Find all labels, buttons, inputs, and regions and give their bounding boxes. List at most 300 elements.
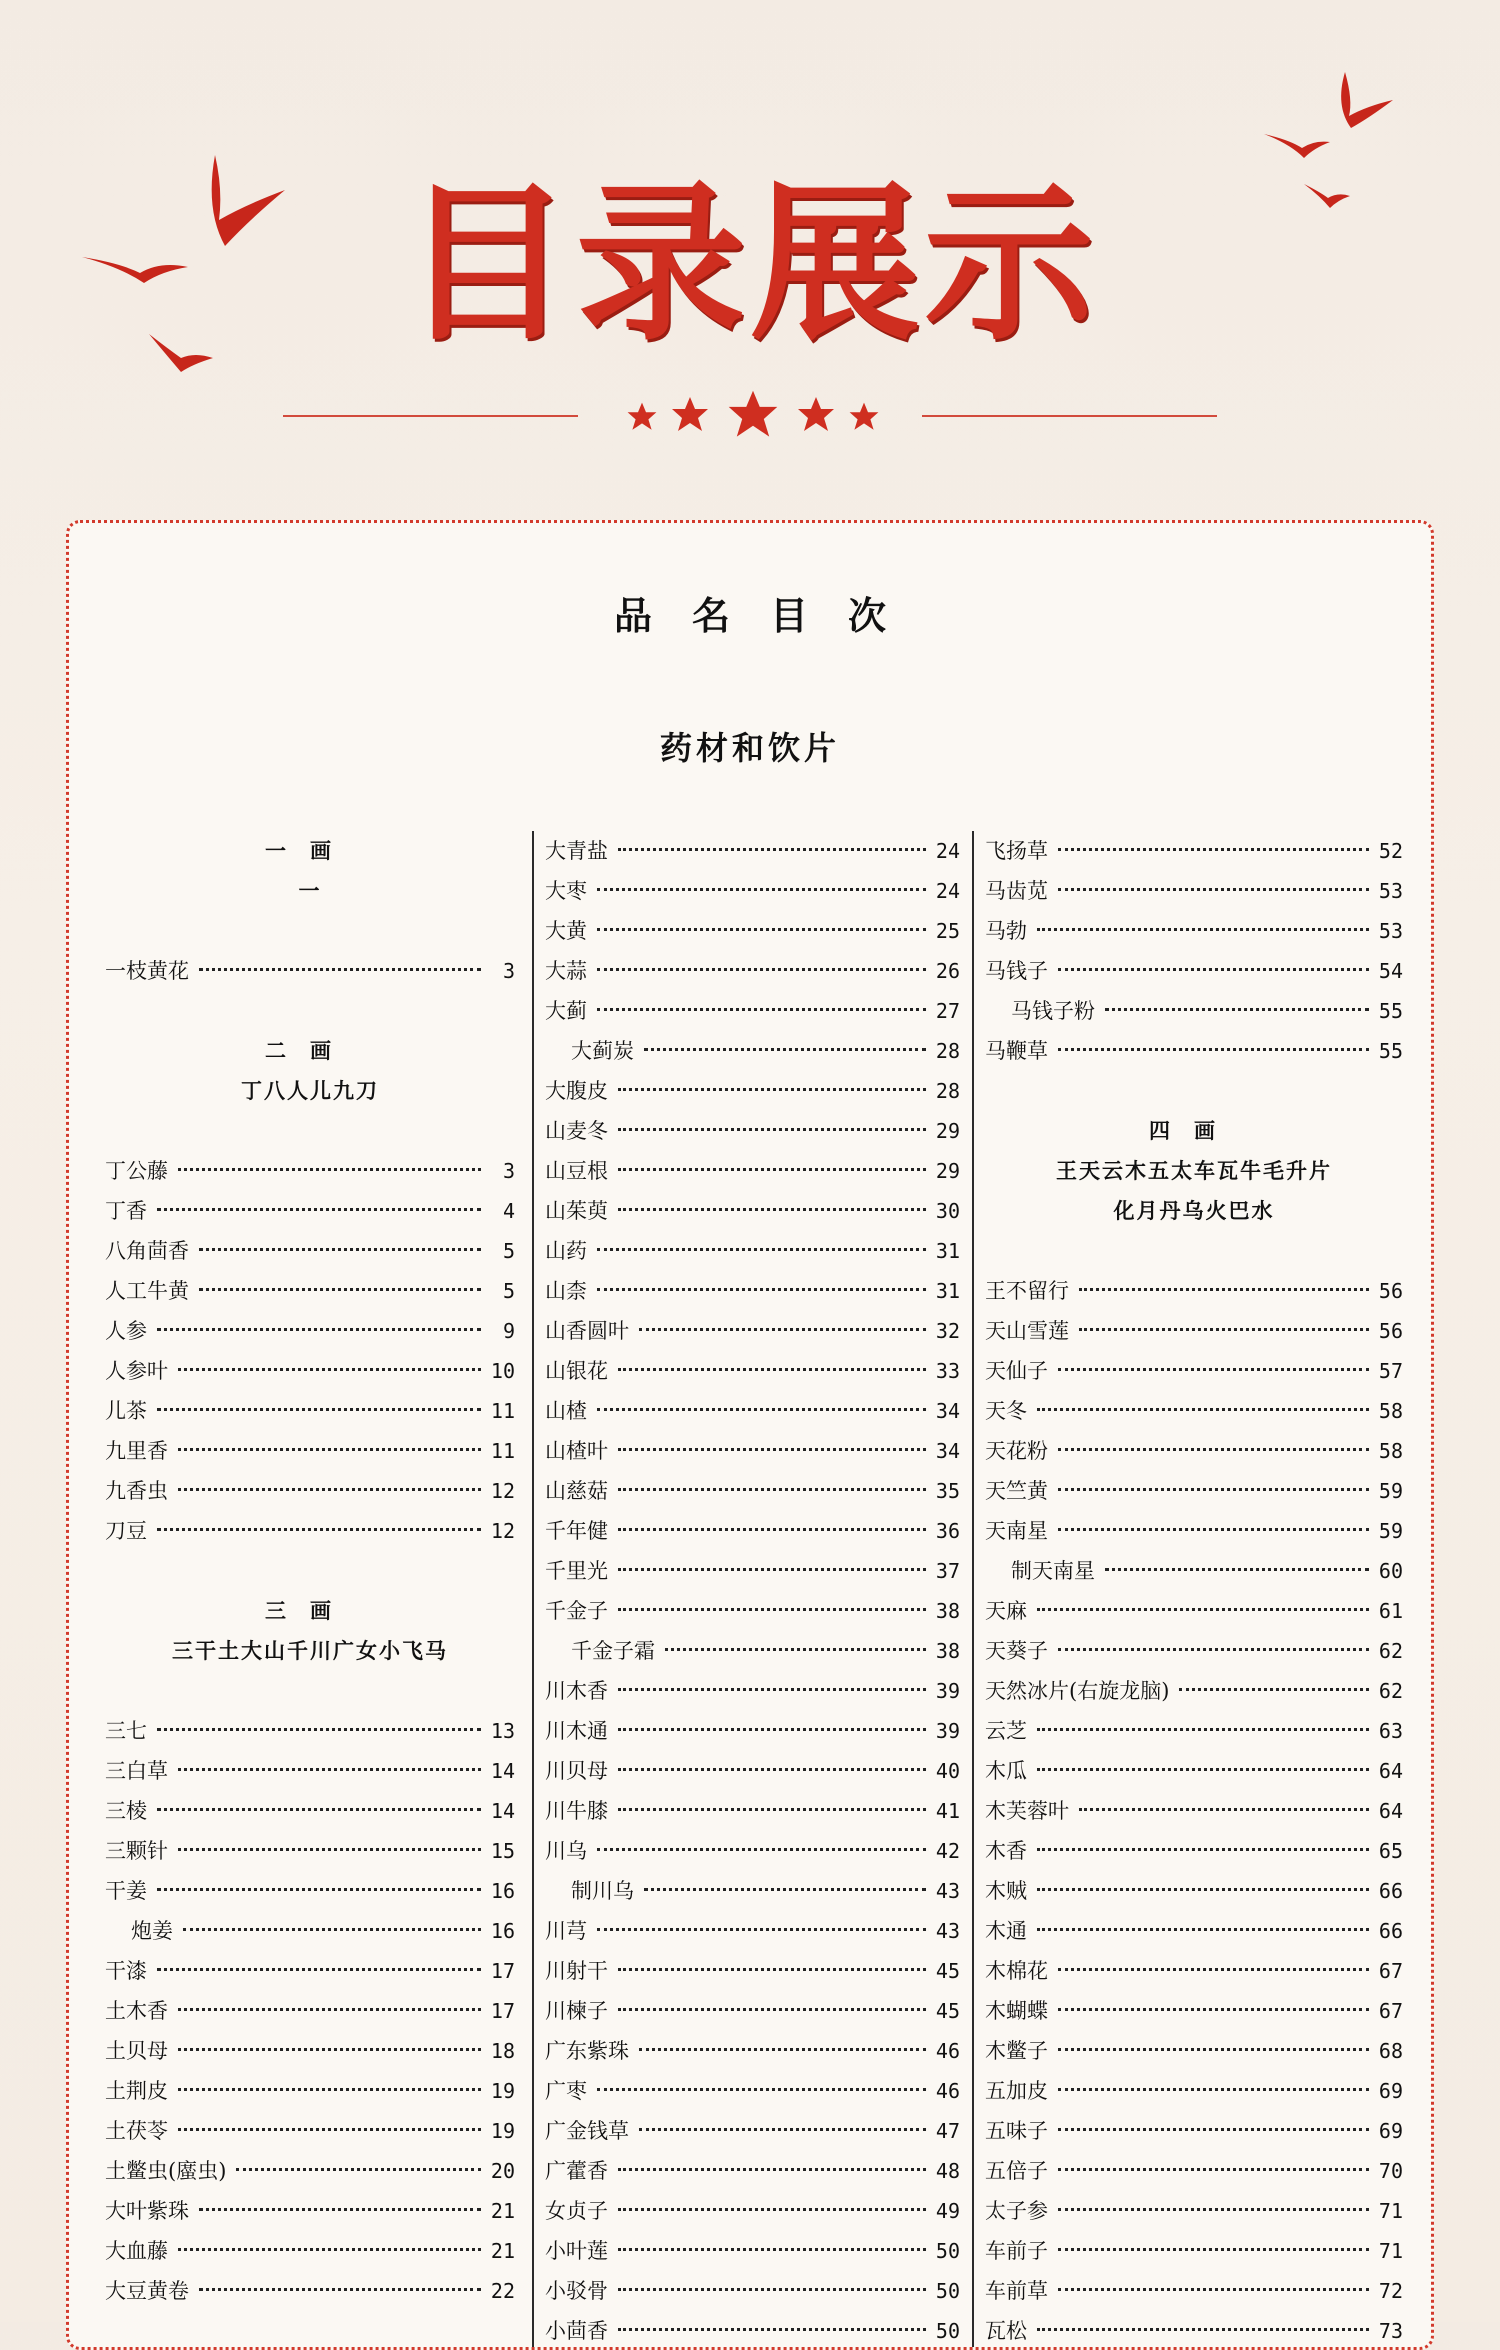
entry-page-number: 34 <box>935 1399 960 1423</box>
section-characters: 三干土大山千川广女小飞马 <box>172 1638 448 1663</box>
entry-name: 川牛膝 <box>545 1799 608 1823</box>
toc-entry[interactable] <box>105 1151 515 1191</box>
dot-leader <box>1058 2168 1369 2171</box>
entry-page-number: 4 <box>502 1199 515 1223</box>
dot-leader <box>1037 1848 1369 1851</box>
toc-entry[interactable] <box>105 1871 515 1911</box>
entry-name: 太子参 <box>985 2199 1048 2223</box>
toc-entry[interactable] <box>545 1591 960 1631</box>
toc-entry[interactable] <box>545 1511 960 1551</box>
section-heading: 四画 <box>1149 1118 1239 1143</box>
entry-page-number: 49 <box>935 2199 960 2223</box>
toc-entry[interactable] <box>545 1831 960 1871</box>
entry-name: 广东紫珠 <box>545 2039 629 2063</box>
entry-name: 山豆根 <box>545 1159 608 1183</box>
section-heading: 一画 <box>265 838 355 863</box>
dot-leader <box>1037 1888 1369 1891</box>
entry-name: 人参叶 <box>105 1359 168 1383</box>
entry-page-number: 50 <box>935 2319 960 2343</box>
entry-name: 丁香 <box>105 1199 147 1223</box>
toc-entry[interactable] <box>105 2111 515 2151</box>
entry-name: 五加皮 <box>985 2079 1048 2103</box>
entry-name: 千金子霜 <box>571 1639 655 1663</box>
entry-page-number: 29 <box>935 1119 960 1143</box>
entry-name: 大蓟炭 <box>571 1039 634 1063</box>
entry-page-number: 39 <box>935 1719 960 1743</box>
dot-leader <box>618 2328 926 2331</box>
column-divider <box>532 831 534 2347</box>
entry-page-number: 21 <box>490 2199 515 2223</box>
entry-page-number: 53 <box>1378 919 1403 943</box>
toc-entry[interactable] <box>105 1431 515 1471</box>
dot-leader <box>1037 928 1369 931</box>
toc-entry[interactable] <box>985 1471 1403 1511</box>
toc-entry[interactable] <box>985 2111 1403 2151</box>
toc-entry[interactable] <box>985 2071 1403 2111</box>
entry-page-number: 50 <box>935 2239 960 2263</box>
entry-name: 土茯苓 <box>105 2119 168 2143</box>
entry-page-number: 58 <box>1378 1399 1403 1423</box>
entry-page-number: 37 <box>935 1559 960 1583</box>
entry-page-number: 18 <box>490 2039 515 2063</box>
dot-leader <box>236 2168 481 2171</box>
entry-page-number: 15 <box>490 1839 515 1863</box>
toc-entry[interactable] <box>985 1431 1403 1471</box>
toc-entry[interactable] <box>985 911 1403 951</box>
entry-name: 人工牛黄 <box>105 1279 189 1303</box>
entry-name: 天花粉 <box>985 1439 1048 1463</box>
dot-leader <box>618 1368 926 1371</box>
toc-entry[interactable] <box>545 2071 960 2111</box>
toc-entry[interactable] <box>105 1911 515 1951</box>
toc-entry[interactable] <box>985 1871 1403 1911</box>
entry-name: 大枣 <box>545 879 587 903</box>
entry-name: 土鳖虫(䗪虫) <box>105 2159 227 2183</box>
page-title: 目录展示 <box>401 166 1098 364</box>
toc-entry[interactable] <box>545 991 960 1031</box>
toc-entry[interactable] <box>545 1031 960 1071</box>
toc-entry[interactable] <box>105 2071 515 2111</box>
dot-leader <box>618 1808 926 1811</box>
entry-page-number: 3 <box>502 1159 515 1183</box>
entry-name: 天竺黄 <box>985 1479 1048 1503</box>
entry-page-number: 38 <box>935 1639 960 1663</box>
dot-leader <box>1037 1408 1369 1411</box>
entry-page-number: 22 <box>490 2279 515 2303</box>
entry-page-number: 30 <box>935 1199 960 1223</box>
entry-page-number: 55 <box>1378 999 1403 1023</box>
toc-entry[interactable] <box>545 1551 960 1591</box>
toc-entry[interactable] <box>985 2151 1403 2191</box>
toc-heading: 品名目次 <box>613 593 926 638</box>
dot-leader <box>618 1088 926 1091</box>
dot-leader <box>178 2088 481 2091</box>
entry-page-number: 67 <box>1378 1959 1403 1983</box>
toc-entry[interactable] <box>105 1231 515 1271</box>
dot-leader <box>618 1768 926 1771</box>
entry-name: 土木香 <box>105 1999 168 2023</box>
dot-leader <box>597 1848 926 1851</box>
dot-leader <box>199 968 481 971</box>
dot-leader <box>157 1808 481 1811</box>
entry-name: 川贝母 <box>545 1759 608 1783</box>
dot-leader <box>618 1208 926 1211</box>
entry-name: 九香虫 <box>105 1479 168 1503</box>
toc-entry[interactable] <box>985 831 1403 871</box>
toc-entry[interactable] <box>545 1191 960 1231</box>
toc-entry[interactable] <box>105 1791 515 1831</box>
dot-leader <box>157 1528 481 1531</box>
divider-left <box>283 415 578 417</box>
toc-entry[interactable] <box>985 2231 1403 2271</box>
entry-page-number: 3 <box>502 959 515 983</box>
entry-name: 山茱萸 <box>545 1199 608 1223</box>
dot-leader <box>597 968 926 971</box>
entry-page-number: 16 <box>490 1879 515 1903</box>
entry-name: 马钱子粉 <box>1011 999 1095 1023</box>
entry-name: 土荆皮 <box>105 2079 168 2103</box>
entry-page-number: 69 <box>1378 2079 1403 2103</box>
entry-page-number: 32 <box>935 1319 960 1343</box>
entry-page-number: 45 <box>935 1999 960 2023</box>
toc-entry[interactable] <box>105 1991 515 2031</box>
entry-page-number: 27 <box>935 999 960 1023</box>
entry-name: 山慈菇 <box>545 1479 608 1503</box>
dot-leader <box>618 2288 926 2291</box>
entry-page-number: 67 <box>1378 1999 1403 2023</box>
toc-entry[interactable] <box>545 2031 960 2071</box>
toc-entry[interactable] <box>105 1831 515 1871</box>
toc-entry[interactable] <box>985 1991 1403 2031</box>
dot-leader <box>1079 1288 1369 1291</box>
entry-name: 广枣 <box>545 2079 587 2103</box>
toc-entry[interactable] <box>545 831 960 871</box>
dot-leader <box>1037 2328 1369 2331</box>
dot-leader <box>178 1488 481 1491</box>
toc-entry[interactable] <box>545 1111 960 1151</box>
entry-name: 马钱子 <box>985 959 1048 983</box>
dot-leader <box>178 1768 481 1771</box>
entry-name: 川楝子 <box>545 1999 608 2023</box>
toc-entry[interactable] <box>985 2191 1403 2231</box>
toc-entry[interactable] <box>985 1671 1403 1711</box>
dot-leader <box>1058 2208 1369 2211</box>
entry-page-number: 34 <box>935 1439 960 1463</box>
entry-name: 三七 <box>105 1719 147 1743</box>
section-characters: 丁八人儿九刀 <box>241 1078 379 1103</box>
toc-entry[interactable] <box>545 1671 960 1711</box>
entry-name: 马勃 <box>985 919 1027 943</box>
entry-name: 木贼 <box>985 1879 1027 1903</box>
entry-page-number: 64 <box>1378 1799 1403 1823</box>
toc-entry[interactable] <box>105 1951 515 1991</box>
entry-page-number: 46 <box>935 2079 960 2103</box>
entry-name: 木芙蓉叶 <box>985 1799 1069 1823</box>
toc-entry[interactable] <box>985 1911 1403 1951</box>
dot-leader <box>618 2208 926 2211</box>
entry-name: 木瓜 <box>985 1759 1027 1783</box>
toc-entry[interactable] <box>105 1271 515 1311</box>
toc-entry[interactable] <box>105 2151 515 2191</box>
toc-entry[interactable] <box>985 1351 1403 1391</box>
toc-entry[interactable] <box>985 1511 1403 1551</box>
toc-entry[interactable] <box>545 1311 960 1351</box>
entry-page-number: 17 <box>490 1999 515 2023</box>
entry-name: 川木通 <box>545 1719 608 1743</box>
entry-page-number: 24 <box>935 839 960 863</box>
entry-page-number: 38 <box>935 1599 960 1623</box>
toc-entry[interactable] <box>105 2031 515 2071</box>
divider-right <box>922 415 1217 417</box>
entry-name: 丁公藤 <box>105 1159 168 1183</box>
dot-leader <box>1079 1328 1369 1331</box>
section-characters: 化月丹乌火巴水 <box>1113 1198 1275 1223</box>
toc-entry[interactable] <box>985 1391 1403 1431</box>
entry-name: 千金子 <box>545 1599 608 1623</box>
entry-name: 三白草 <box>105 1759 168 1783</box>
entry-name: 川芎 <box>545 1919 587 1943</box>
dot-leader <box>1058 2248 1369 2251</box>
entry-page-number: 46 <box>935 2039 960 2063</box>
toc-entry[interactable] <box>545 1071 960 1111</box>
toc-entry[interactable] <box>105 1311 515 1351</box>
entry-name: 小叶莲 <box>545 2239 608 2263</box>
entry-name: 小驳骨 <box>545 2279 608 2303</box>
entry-page-number: 54 <box>1378 959 1403 983</box>
entry-name: 车前草 <box>985 2279 1048 2303</box>
entry-page-number: 21 <box>490 2239 515 2263</box>
toc-entry[interactable] <box>545 2151 960 2191</box>
entry-page-number: 29 <box>935 1159 960 1183</box>
toc-entry[interactable] <box>985 1751 1403 1791</box>
toc-entry[interactable] <box>545 1431 960 1471</box>
toc-entry[interactable] <box>545 1951 960 1991</box>
toc-entry[interactable] <box>545 1711 960 1751</box>
entry-name: 广金钱草 <box>545 2119 629 2143</box>
entry-name: 大青盐 <box>545 839 608 863</box>
toc-entry[interactable] <box>545 1991 960 2031</box>
toc-entry[interactable] <box>985 1831 1403 1871</box>
entry-page-number: 10 <box>490 1359 515 1383</box>
entry-page-number: 48 <box>935 2159 960 2183</box>
toc-entry[interactable] <box>545 1351 960 1391</box>
toc-subheading: 药材和饮片 <box>659 729 840 767</box>
entry-name: 川乌 <box>545 1839 587 1863</box>
dot-leader <box>178 1168 481 1171</box>
entry-page-number: 56 <box>1378 1279 1403 1303</box>
entry-page-number: 58 <box>1378 1439 1403 1463</box>
dot-leader <box>1058 848 1369 851</box>
entry-page-number: 19 <box>490 2119 515 2143</box>
dot-leader <box>618 1568 926 1571</box>
toc-entry[interactable] <box>545 1911 960 1951</box>
entry-name: 马鞭草 <box>985 1039 1048 1063</box>
entry-name: 山麦冬 <box>545 1119 608 1143</box>
entry-name: 天然冰片(右旋龙脑) <box>985 1679 1170 1703</box>
toc-entry[interactable] <box>105 1391 515 1431</box>
entry-page-number: 68 <box>1378 2039 1403 2063</box>
dot-leader <box>183 1928 481 1931</box>
toc-entry[interactable] <box>985 1311 1403 1351</box>
toc-entry[interactable] <box>985 951 1403 991</box>
entry-name: 山药 <box>545 1239 587 1263</box>
entry-page-number: 72 <box>1378 2279 1403 2303</box>
toc-entry[interactable] <box>545 2111 960 2151</box>
dot-leader <box>157 1408 481 1411</box>
dot-leader <box>597 888 926 891</box>
entry-page-number: 5 <box>502 1239 515 1263</box>
toc-entry[interactable] <box>985 1591 1403 1631</box>
entry-page-number: 5 <box>502 1279 515 1303</box>
entry-page-number: 11 <box>490 1399 515 1423</box>
dot-leader <box>618 2168 926 2171</box>
dot-leader <box>618 1968 926 1971</box>
toc-entry[interactable] <box>105 2231 515 2271</box>
toc-entry[interactable] <box>985 1031 1403 1071</box>
entry-name: 山楂 <box>545 1399 587 1423</box>
toc-entry[interactable] <box>545 911 960 951</box>
toc-entry[interactable] <box>985 2031 1403 2071</box>
toc-entry[interactable] <box>105 2271 515 2311</box>
entry-name: 大叶紫珠 <box>105 2199 189 2223</box>
entry-page-number: 61 <box>1378 1599 1403 1623</box>
entry-page-number: 12 <box>490 1479 515 1503</box>
toc-entry[interactable] <box>545 2271 960 2311</box>
entry-name: 木鳖子 <box>985 2039 1048 2063</box>
toc-entry[interactable] <box>105 1511 515 1551</box>
entry-name: 三颗针 <box>105 1839 168 1863</box>
toc-entry[interactable] <box>985 1631 1403 1671</box>
entry-name: 大腹皮 <box>545 1079 608 1103</box>
dot-leader <box>597 1248 926 1251</box>
entry-page-number: 66 <box>1378 1919 1403 1943</box>
dot-leader <box>178 2248 481 2251</box>
entry-page-number: 14 <box>490 1759 515 1783</box>
toc-entry[interactable] <box>545 1391 960 1431</box>
entry-page-number: 31 <box>935 1279 960 1303</box>
toc-entry[interactable] <box>105 1351 515 1391</box>
entry-page-number: 63 <box>1378 1719 1403 1743</box>
dot-leader <box>597 1288 926 1291</box>
dot-leader <box>178 1848 481 1851</box>
entry-name: 大黄 <box>545 919 587 943</box>
toc-entry[interactable] <box>545 1751 960 1791</box>
entry-page-number: 11 <box>490 1439 515 1463</box>
toc-page <box>66 520 1434 2350</box>
toc-entry[interactable] <box>545 1231 960 1271</box>
toc-entry[interactable] <box>545 1631 960 1671</box>
toc-entry[interactable] <box>985 1951 1403 1991</box>
entry-page-number: 31 <box>935 1239 960 1263</box>
dot-leader <box>178 2048 481 2051</box>
toc-entry[interactable] <box>545 1871 960 1911</box>
toc-entry[interactable] <box>105 2191 515 2231</box>
dot-leader <box>618 1728 926 1731</box>
toc-entry[interactable] <box>105 1751 515 1791</box>
entry-page-number: 33 <box>935 1359 960 1383</box>
dot-leader <box>644 1888 926 1891</box>
dot-leader <box>1079 1808 1369 1811</box>
toc-entry[interactable] <box>985 1711 1403 1751</box>
toc-entry[interactable] <box>985 2271 1403 2311</box>
entry-name: 川射干 <box>545 1959 608 1983</box>
entry-page-number: 42 <box>935 1839 960 1863</box>
toc-entry[interactable] <box>545 1271 960 1311</box>
section-characters: 一 <box>298 878 322 903</box>
entry-page-number: 26 <box>935 959 960 983</box>
dot-leader <box>1058 1968 1369 1971</box>
star-rating-icon <box>620 385 890 445</box>
dot-leader <box>1058 2288 1369 2291</box>
entry-name: 制川乌 <box>571 1879 634 1903</box>
section-characters: 王天云木五太车瓦牛毛升片 <box>1056 1158 1332 1183</box>
toc-entry[interactable] <box>985 871 1403 911</box>
dot-leader <box>199 1288 481 1291</box>
entry-page-number: 65 <box>1378 1839 1403 1863</box>
toc-entry[interactable] <box>545 2231 960 2271</box>
toc-entry[interactable] <box>105 951 515 991</box>
toc-entry[interactable] <box>545 2311 960 2350</box>
toc-entry[interactable] <box>105 1191 515 1231</box>
entry-page-number: 43 <box>935 1919 960 1943</box>
toc-entry[interactable] <box>545 2191 960 2231</box>
toc-entry[interactable] <box>545 1471 960 1511</box>
entry-page-number: 12 <box>490 1519 515 1543</box>
entry-page-number: 64 <box>1378 1759 1403 1783</box>
toc-entry[interactable] <box>545 1791 960 1831</box>
entry-page-number: 14 <box>490 1799 515 1823</box>
entry-name: 千年健 <box>545 1519 608 1543</box>
toc-entry[interactable] <box>985 1791 1403 1831</box>
dot-leader <box>178 2128 481 2131</box>
dot-leader <box>1179 1688 1369 1691</box>
entry-page-number: 20 <box>490 2159 515 2183</box>
dot-leader <box>1058 2048 1369 2051</box>
dot-leader <box>1058 968 1369 971</box>
entry-page-number: 60 <box>1378 1559 1403 1583</box>
toc-entry[interactable] <box>985 991 1403 1031</box>
toc-entry[interactable] <box>985 2311 1403 2350</box>
entry-name: 山银花 <box>545 1359 608 1383</box>
dot-leader <box>597 2088 926 2091</box>
entry-name: 木蝴蝶 <box>985 1999 1048 2023</box>
entry-name: 小茴香 <box>545 2319 608 2343</box>
entry-page-number: 71 <box>1378 2199 1403 2223</box>
dot-leader <box>618 1488 926 1491</box>
toc-entry[interactable] <box>105 1471 515 1511</box>
toc-entry[interactable] <box>545 951 960 991</box>
entry-name: 马齿苋 <box>985 879 1048 903</box>
dot-leader <box>199 2288 481 2291</box>
toc-entry[interactable] <box>985 1551 1403 1591</box>
toc-entry[interactable] <box>105 1711 515 1751</box>
dot-leader <box>639 1328 926 1331</box>
section-heading: 三画 <box>265 1598 355 1623</box>
toc-entry[interactable] <box>545 871 960 911</box>
dot-leader <box>618 848 926 851</box>
toc-entry[interactable] <box>985 1271 1403 1311</box>
entry-page-number: 69 <box>1378 2119 1403 2143</box>
dot-leader <box>1037 1768 1369 1771</box>
entry-page-number: 35 <box>935 1479 960 1503</box>
entry-name: 大豆黄卷 <box>105 2279 189 2303</box>
entry-name: 千里光 <box>545 1559 608 1583</box>
dot-leader <box>618 2248 926 2251</box>
entry-page-number: 24 <box>935 879 960 903</box>
entry-page-number: 28 <box>935 1079 960 1103</box>
toc-entry[interactable] <box>545 1151 960 1191</box>
entry-name: 九里香 <box>105 1439 168 1463</box>
